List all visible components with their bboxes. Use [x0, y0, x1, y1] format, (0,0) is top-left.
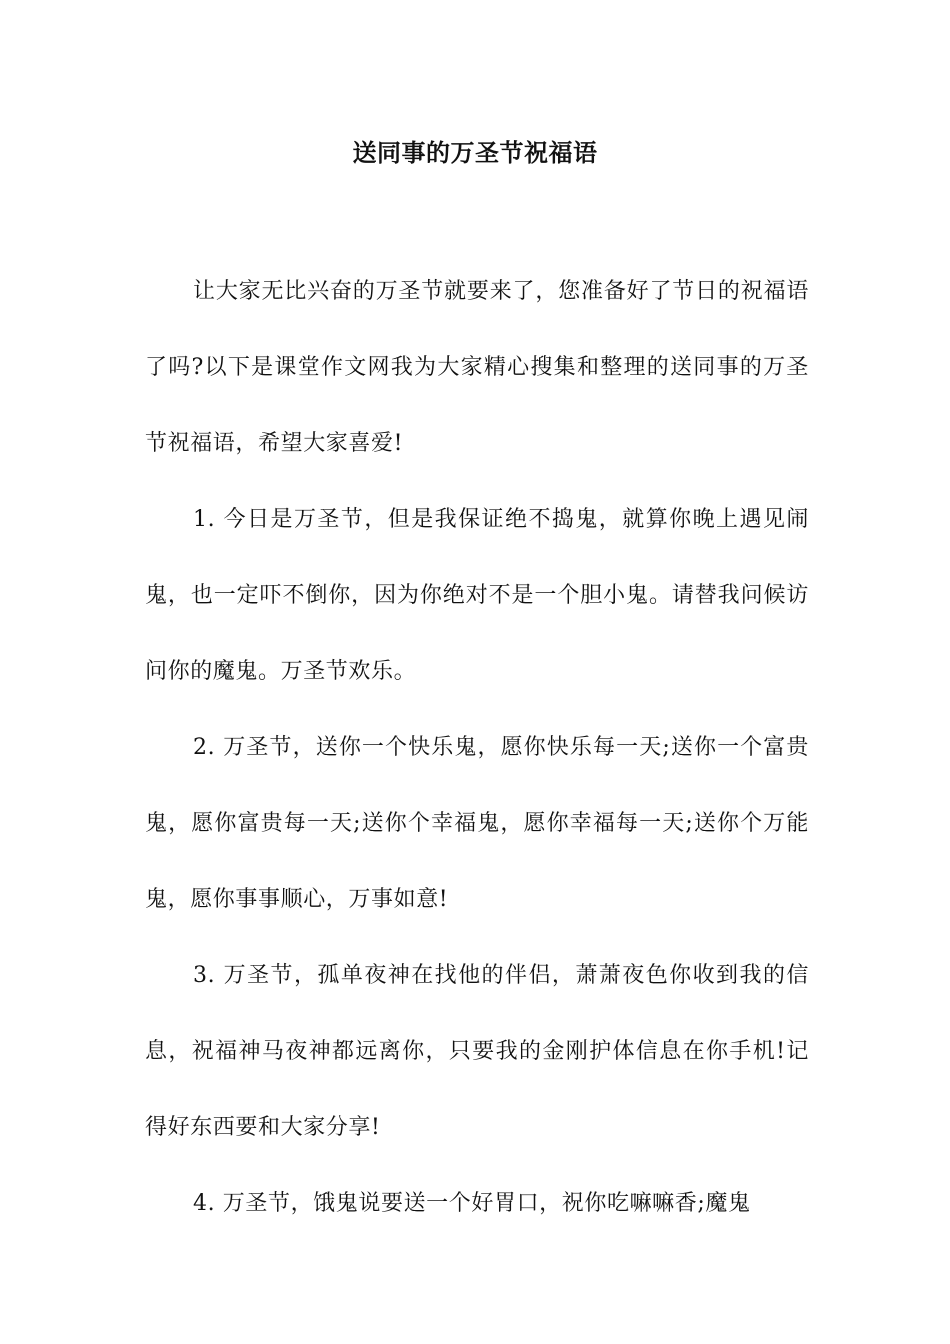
greeting-paragraph-1: 1. 今日是万圣节，但是我保证绝不捣鬼，就算你晚上遇见闹鬼，也一定吓不倒你，因为你绝对不是一个胆小鬼。请替我问候访问你的魔鬼。万圣节欢乐。	[145, 507, 809, 684]
document-body	[145, 254, 809, 1242]
intro-paragraph: 让大家无比兴奋的万圣节就要来了，您准备好了节日的祝福语了吗?以下是课堂作文网我为大家精心搜集和整理的送同事的万圣节祝福语，希望大家喜爱!	[145, 279, 809, 456]
greeting-paragraph-2: 2. 万圣节，送你一个快乐鬼，愿你快乐每一天;送你一个富贵鬼，愿你富贵每一天;送你个幸福鬼，愿你幸福每一天;送你个万能鬼，愿你事事顺心，万事如意!	[145, 735, 809, 912]
document-title: 送同事的万圣节祝福语	[352, 138, 598, 167]
greeting-paragraph-4: 4. 万圣节，饿鬼说要送一个好胃口，祝你吃嘛嘛香;魔鬼	[193, 1191, 751, 1216]
greeting-paragraph-3: 3. 万圣节，孤单夜神在找他的伴侣，萧萧夜色你收到我的信息，祝福神马夜神都远离你，只要我的金刚护体信息在你手机!记得好东西要和大家分享!	[145, 963, 809, 1140]
